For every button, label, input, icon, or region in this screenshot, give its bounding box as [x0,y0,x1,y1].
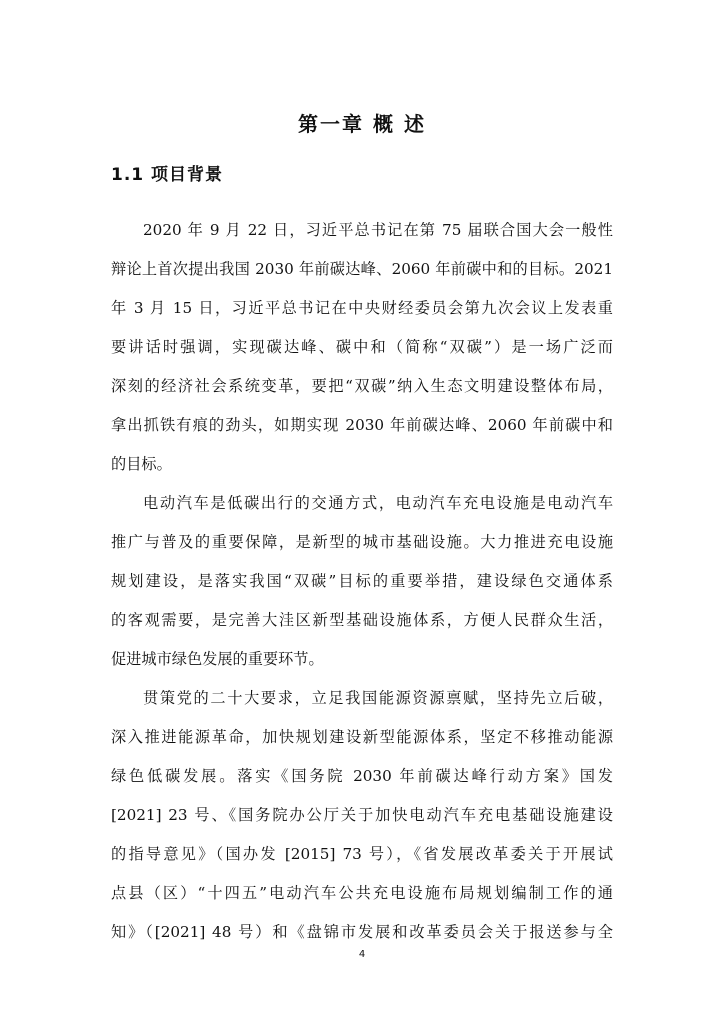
paragraph-1-line-6: 拿出抓铁有痕的劲头，如期实现 2030 年前碳达峰、2060 年前碳中和 [111,416,613,434]
paragraph-1-line-2: 辩论上首次提出我国 2030 年前碳达峰、2060 年前碳中和的目标。2021 [111,260,613,278]
paragraph-1-line-4: 要讲话时强调，实现碳达峰、碳中和（简称“双碳”）是一场广泛而 [111,338,613,356]
paragraph-2-line-1: 电动汽车是低碳出行的交通方式，电动汽车充电设施是电动汽车 [143,494,613,512]
page-number: 4 [358,949,366,960]
paragraph-2-line-5: 促进城市绿色发展的重要环节。 [111,650,324,668]
paragraph-3-line-3: 绿色低碳发展。落实《国务院 2030 年前碳达峰行动方案》国发 [111,767,613,785]
section-heading: 1.1 项目背景 [111,165,224,185]
paragraph-2-line-2: 推广与普及的重要保障，是新型的城市基础设施。大力推进充电设施 [111,533,613,551]
paragraph-3-line-7: 知》（[2021] 48 号）和《盘锦市发展和改革委员会关于报送参与全 [111,923,613,941]
paragraph-3-line-2: 深入推进能源革命，加快规划建设新型能源体系，坚定不移推动能源 [111,728,613,746]
paragraph-1-line-5: 深刻的经济社会系统变革，要把“双碳”纳入生态文明建设整体布局， [111,377,613,395]
paragraph-1-line-3: 年 3 月 15 日，习近平总书记在中央财经委员会第九次会议上发表重 [111,299,613,317]
paragraph-3-line-1: 贯策党的二十大要求，立足我国能源资源禀赋，坚持先立后破， [143,689,613,707]
chapter-title: 第一章 概 述 [298,112,426,136]
paragraph-3-line-5: 的指导意见》（国办发 [2015] 73 号），《省发展改革委关于开展试 [111,845,613,863]
paragraph-2-line-3: 规划建设，是落实我国“双碳”目标的重要举措，建设绿色交通体系 [111,572,613,590]
paragraph-2-line-4: 的客观需要，是完善大洼区新型基础设施体系，方便人民群众生活， [111,611,613,629]
paragraph-3-line-4: [2021] 23 号、《国务院办公厅关于加快电动汽车充电基础设施建设 [111,806,613,824]
paragraph-1-line-7: 的目标。 [111,455,172,473]
paragraph-3-line-6: 点县（区）“十四五”电动汽车公共充电设施布局规划编制工作的通 [111,884,613,902]
paragraph-1-line-1: 2020 年 9 月 22 日，习近平总书记在第 75 届联合国大会一般性 [143,221,613,239]
